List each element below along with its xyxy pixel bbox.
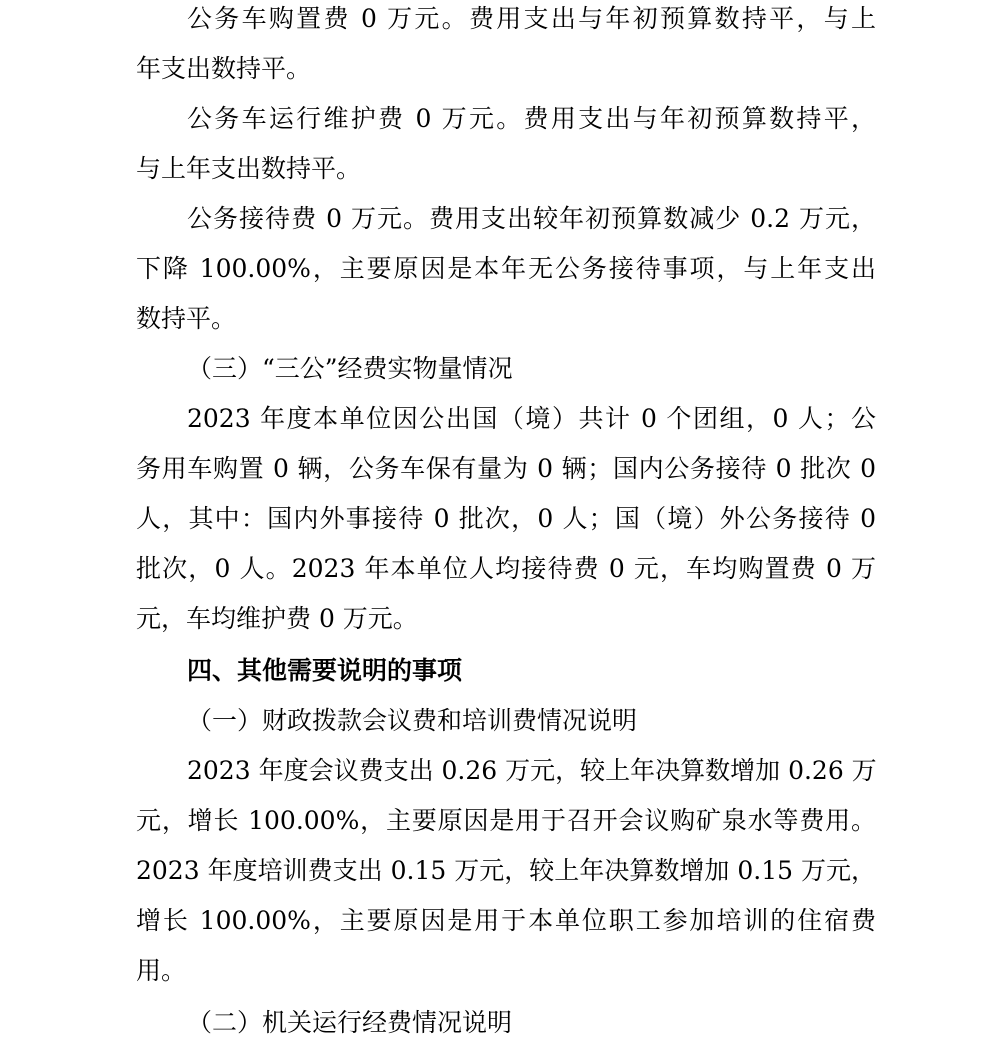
paragraph-line: 批次，0 人。2023 年本单位人均接待费 0 元，车均购置费 0 万 (136, 554, 876, 583)
paragraph-line: 人，其中：国内外事接待 0 批次，0 人；国（境）外公务接待 0 (136, 504, 876, 533)
paragraph-line: 公务接待费 0 万元。费用支出较年初预算数减少 0.2 万元， (187, 204, 876, 233)
paragraph-line: 公务车购置费 0 万元。费用支出与年初预算数持平，与上 (187, 4, 876, 33)
section-subheading: （二）机关运行经费情况说明 (187, 1008, 513, 1037)
paragraph-line: 数持平。 (136, 304, 237, 333)
paragraph-line: 增长 100.00%，主要原因是用于本单位职工参加培训的住宿费 (136, 906, 876, 935)
paragraph-line: 公务车运行维护费 0 万元。费用支出与年初预算数持平， (187, 104, 876, 133)
paragraph-line: 元，增长 100.00%，主要原因是用于召开会议购矿泉水等费用。 (136, 806, 876, 835)
paragraph-line: 年支出数持平。 (136, 54, 312, 83)
paragraph-line: 2023 年度会议费支出 0.26 万元，较上年决算数增加 0.26 万 (187, 756, 877, 785)
paragraph-line: 下降 100.00%，主要原因是本年无公务接待事项，与上年支出 (136, 254, 876, 283)
section-subheading: （三）“三公”经费实物量情况 (187, 354, 513, 383)
paragraph-line: 2023 年度本单位因公出国（境）共计 0 个团组，0 人；公 (187, 404, 876, 433)
paragraph-line: 用。 (136, 956, 187, 985)
section-heading: 四、其他需要说明的事项 (187, 656, 463, 685)
paragraph-line: 2023 年度培训费支出 0.15 万元，较上年决算数增加 0.15 万元， (136, 856, 876, 885)
section-subheading: （一）财政拨款会议费和培训费情况说明 (187, 706, 638, 735)
paragraph-line: 与上年支出数持平。 (136, 154, 362, 183)
paragraph-line: 元，车均维护费 0 万元。 (136, 604, 418, 633)
paragraph-line: 务用车购置 0 辆，公务车保有量为 0 辆；国内公务接待 0 批次 0 (136, 454, 876, 483)
